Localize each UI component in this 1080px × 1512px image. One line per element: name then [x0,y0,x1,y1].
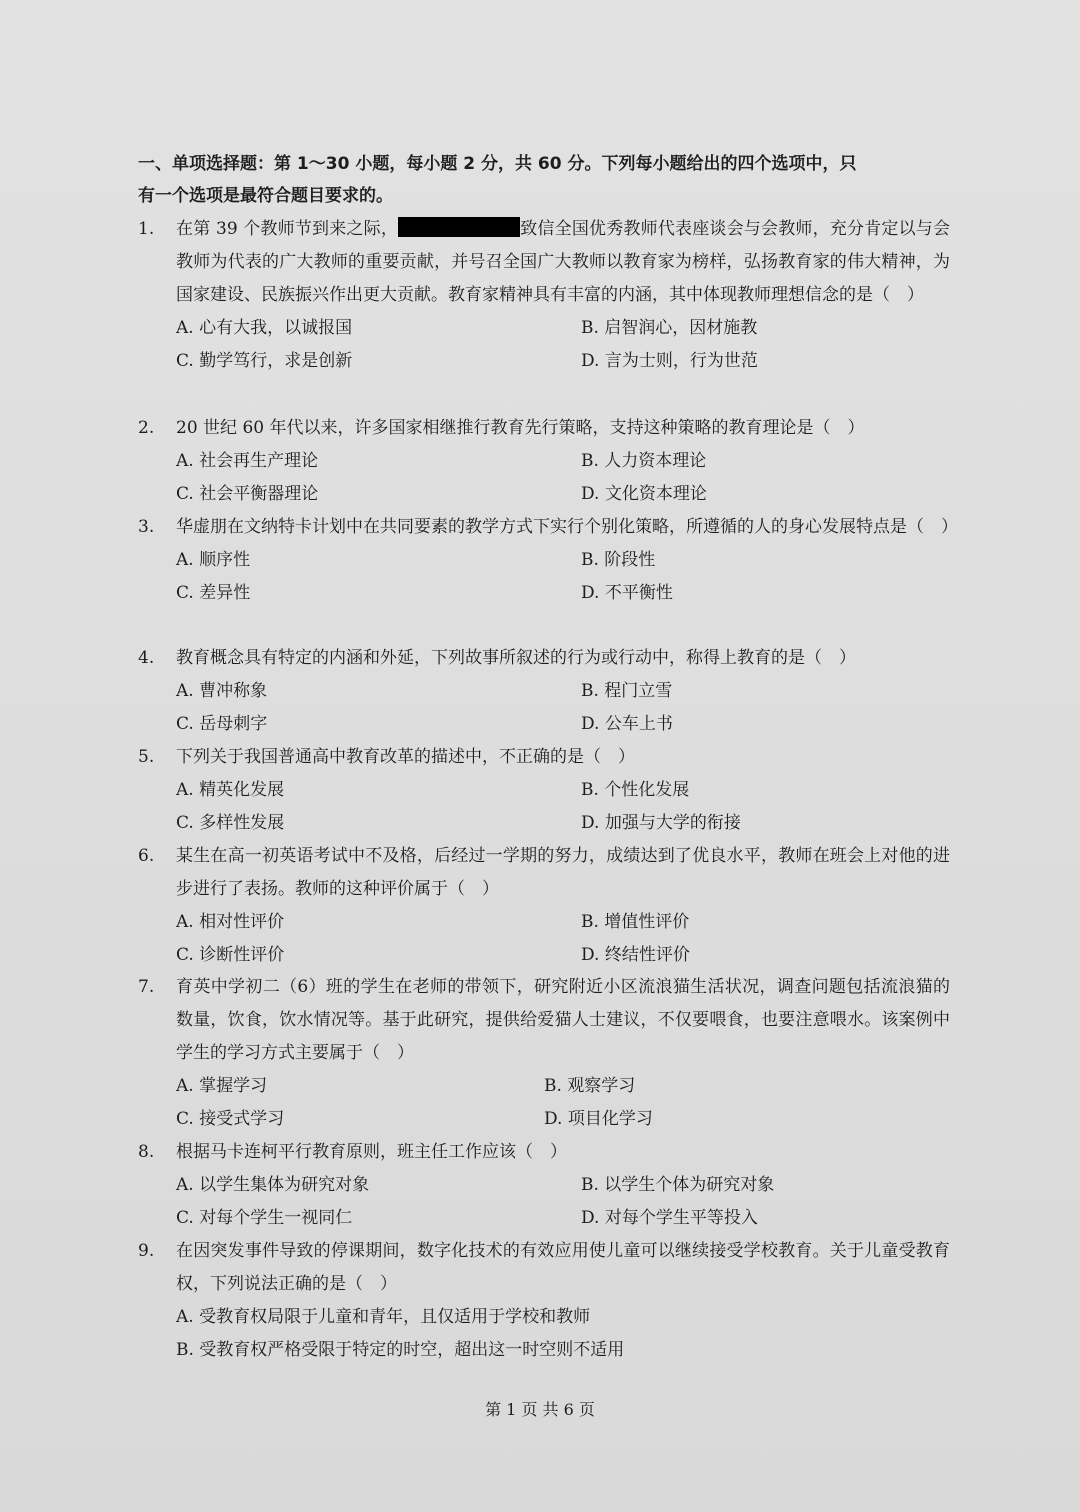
option-b[interactable]: B. 个性化发展 [581,780,690,800]
option-a[interactable]: A. 相对性评价 [176,912,285,932]
option-a[interactable]: A. 以学生集体为研究对象 [176,1175,370,1195]
option-a[interactable]: A. 精英化发展 [176,780,285,800]
options-row [176,312,950,345]
option-a[interactable]: A. 社会再生产理论 [176,451,319,471]
option-a[interactable]: A. 受教育权局限于儿童和青年，且仅适用于学校和教师 [176,1307,591,1327]
option-a[interactable]: A. 曹冲称象 [176,681,268,701]
options-row [176,1169,950,1202]
option-c[interactable]: C. 接受式学习 [176,1109,285,1129]
option-c[interactable]: C. 对每个学生一视同仁 [176,1208,353,1228]
question-6 [138,840,950,972]
options-row [176,774,950,807]
option-b[interactable]: B. 受教育权严格受限于特定的时空，超出这一时空则不适用 [176,1340,625,1360]
question-stem: 华虚朋在文纳特卡计划中在共同要素的教学方式下实行个别化策略，所遵循的人的身心发展特点是（ ） [176,517,958,537]
option-d[interactable]: D. 言为士则，行为世范 [581,351,758,371]
question-5 [138,741,950,840]
option-a[interactable]: A. 顺序性 [176,550,251,570]
option-d[interactable]: D. 项目化学习 [544,1109,653,1129]
option-b[interactable]: B. 程门立雪 [581,681,673,701]
question-stem: 根据马卡连柯平行教育原则，班主任工作应该（ ） [176,1142,567,1162]
question-number: 8. [138,1142,155,1162]
options-row [176,1070,950,1103]
question-1 [138,213,950,378]
option-d[interactable]: D. 不平衡性 [581,583,673,603]
question-9 [138,1235,950,1367]
question-number: 7. [138,977,155,997]
option-d[interactable]: D. 对每个学生平等投入 [581,1208,758,1228]
question-number: 4. [138,648,155,668]
options-row [176,544,950,577]
question-stem: 在因突发事件导致的停课期间，数字化技术的有效应用使儿童可以继续接受学校教育。关于儿童受教育权，下列说法正确的是（ ） [176,1241,950,1294]
options-row [176,675,950,708]
options-row [176,807,950,840]
question-number: 5. [138,747,155,767]
section-heading-line1: 一、单项选择题：第 1～30 小题，每小题 2 分，共 60 分。下列每小题给出的四个选项中，只 [138,154,857,174]
question-stem: 育英中学初二（6）班的学生在老师的带领下，研究附近小区流浪猫生活状况，调查问题包括流浪猫的数量，饮食，饮水情况等。基于此研究，提供给爱猫人士建议，不仅要喂食，也要注意喂水。该案例中学生的学习方式主要属于（ ） [176,977,950,1063]
question-stem: 20 世纪 60 年代以来，许多国家相继推行教育先行策略，支持这种策略的教育理论是（ ） [176,418,865,438]
section-heading [138,148,938,212]
options-row [176,345,950,378]
question-number: 2. [138,418,155,438]
options-row [176,577,950,610]
question-number: 1. [138,219,155,239]
options-row [176,478,950,511]
option-c[interactable]: C. 差异性 [176,583,251,603]
option-d[interactable]: D. 文化资本理论 [581,484,707,504]
option-d[interactable]: D. 终结性评价 [581,945,690,965]
question-8 [138,1136,950,1235]
options-row [176,445,950,478]
option-b[interactable]: B. 启智润心，因材施教 [581,318,758,338]
options-row [176,939,950,972]
question-2 [138,412,950,511]
question-stem: 某生在高一初英语考试中不及格，后经过一学期的努力，成绩达到了优良水平，教师在班会上对他的进步进行了表扬。教师的这种评价属于（ ） [176,846,950,899]
option-b[interactable]: B. 增值性评价 [581,912,690,932]
option-b[interactable]: B. 人力资本理论 [581,451,707,471]
option-c[interactable]: C. 多样性发展 [176,813,285,833]
option-c[interactable]: C. 岳母刺字 [176,714,268,734]
question-stem: 在第 39 个教师节到来之际， 致信全国优秀教师代表座谈会与会教师，充分肯定以与会教师为代表的广大教师的重要贡献，并号召全国广大教师以教育家为榜样，弘扬教育家的伟大精神，为国家建设、民族振兴作出更大贡献。教育家精神具有丰富的内涵，其中体现教师理想信念的是（ ） [176,219,950,305]
option-a[interactable]: A. 心有大我，以诚报国 [176,318,353,338]
options-row [176,906,950,939]
option-d[interactable]: D. 加强与大学的衔接 [581,813,741,833]
option-c[interactable]: C. 社会平衡器理论 [176,484,319,504]
section-heading-line2: 有一个选项是最符合题目要求的。 [138,186,393,206]
option-a[interactable]: A. 掌握学习 [176,1076,268,1096]
option-b[interactable]: B. 观察学习 [544,1076,636,1096]
question-number: 6. [138,846,155,866]
question-number: 9. [138,1241,155,1261]
option-b[interactable]: B. 阶段性 [581,550,656,570]
page-footer: 第 1 页 共 6 页 [485,1400,595,1419]
question-3 [138,511,958,610]
question-stem: 下列关于我国普通高中教育改革的描述中，不正确的是（ ） [176,747,635,767]
question-7 [138,971,950,1136]
redaction-bar [398,217,520,237]
options-row [176,1103,950,1136]
question-stem: 教育概念具有特定的内涵和外延，下列故事所叙述的行为或行动中，称得上教育的是（ ） [176,648,856,668]
option-b[interactable]: B. 以学生个体为研究对象 [581,1175,775,1195]
option-c[interactable]: C. 勤学笃行，求是创新 [176,351,353,371]
option-d[interactable]: D. 公车上书 [581,714,673,734]
option-c[interactable]: C. 诊断性评价 [176,945,285,965]
question-number: 3. [138,517,155,537]
options-row [176,708,950,741]
question-4 [138,642,950,741]
options-row [176,1202,950,1235]
